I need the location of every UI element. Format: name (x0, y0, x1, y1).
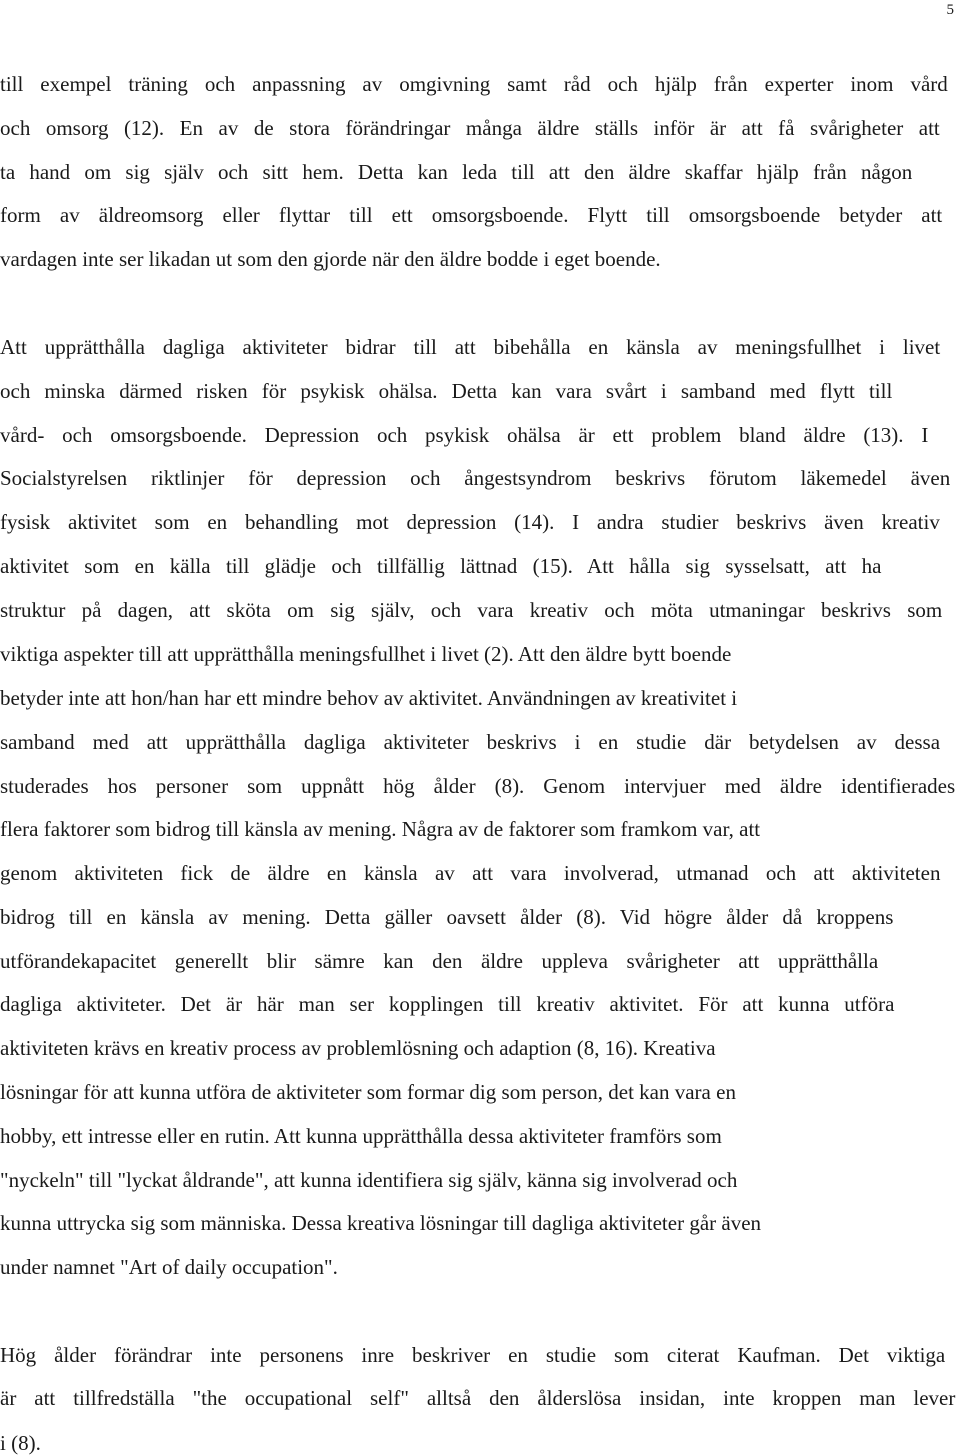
text-line: studerades hos personer som uppnått hög ålder (8). Genom intervjuer med äldre identifierades (0, 774, 956, 798)
text-line: betyder inte att hon/han har ett mindre behov av aktivitet. Användningen av kreativitet i (0, 686, 738, 710)
text-line: hobby, ett intresse eller en rutin. Att kunna upprätthålla dessa aktiviteter framförs som (0, 1124, 722, 1148)
text-line: Att upprätthålla dagliga aktiviteter bidrar till att bibehålla en känsla av meningsfullhet i livet (0, 335, 941, 359)
text-line: aktiviteten krävs en kreativ process av problemlösning och adaption (8, 16). Kreativa (0, 1036, 716, 1060)
text-line: utförandekapacitet generellt blir sämre kan den äldre uppleva svårigheter att upprätthålla (0, 949, 879, 973)
text-line: Socialstyrelsen riktlinjer för depression och ångestsyndrom beskrivs förutom läkemedel även (0, 466, 951, 490)
text-line: till exempel träning och anpassning av omgivning samt råd och hjälp från experter inom vård (0, 72, 948, 96)
text-line: och omsorg (12). En av de stora förändringar många äldre ställs inför är att få svårigheter att (0, 116, 940, 140)
text-line: fysisk aktivitet som en behandling mot depression (14). I andra studier beskrivs även kreativ (0, 510, 940, 534)
text-line: flera faktorer som bidrog till känsla av mening. Några av de faktorer som framkom var, att (0, 817, 761, 841)
text-line: och minska därmed risken för psykisk ohälsa. Detta kan vara svårt i samband med flytt till (0, 379, 893, 403)
text-line: vård- och omsorgsboende. Depression och psykisk ohälsa är ett problem bland äldre (13). I (0, 423, 929, 447)
page-number: 5 (946, 2, 954, 18)
text-line: aktivitet som en källa till glädje och tillfällig lättnad (15). Att hålla sig sysselsatt, att ha (0, 554, 882, 578)
text-line: "nyckeln" till "lyckat åldrande", att kunna identifiera sig själv, känna sig involverad och (0, 1168, 738, 1192)
text-line: kunna uttrycka sig som människa. Dessa kreativa lösningar till dagliga aktiviteter går även (0, 1211, 762, 1235)
text-line: lösningar för att kunna utföra de aktiviteter som formar dig som person, det kan vara en (0, 1080, 736, 1104)
text-line: är att tillfredställa "the occupational self" alltså den ålderslösa insidan, inte kroppen man lever (0, 1386, 956, 1410)
text-line: form av äldreomsorg eller flyttar till ett omsorgsboende. Flytt till omsorgsboende betyder att (0, 203, 943, 227)
text-line: struktur på dagen, att sköta om sig själv, och vara kreativ och möta utmaningar beskrivs som (0, 598, 943, 622)
text-line: i (8). (0, 1431, 41, 1455)
text-line: vardagen inte ser likadan ut som den gjorde när den äldre bodde i eget boende. (0, 247, 661, 271)
text-line: Hög ålder förändrar inte personens inre beskriver en studie som citerat Kaufman. Det viktiga (0, 1343, 946, 1367)
text-line: viktiga aspekter till att upprätthålla meningsfullhet i livet (2). Att den äldre bytt boende (0, 642, 732, 666)
text-line: genom aktiviteten fick de äldre en känsla av att vara involverad, utmanad och att aktiviteten (0, 861, 941, 885)
text-line: ta hand om sig själv och sitt hem. Detta kan leda till att den äldre skaffar hjälp från någon (0, 160, 913, 184)
text-line: under namnet "Art of daily occupation". (0, 1255, 338, 1279)
text-line: dagliga aktiviteter. Det är här man ser kopplingen till kreativ aktivitet. För att kunna utföra (0, 992, 895, 1016)
text-line: bidrog till en känsla av mening. Detta gäller oavsett ålder (8). Vid högre ålder då kroppens (0, 905, 894, 929)
text-line: samband med att upprätthålla dagliga aktiviteter beskrivs i en studie där betydelsen av dessa (0, 730, 941, 754)
